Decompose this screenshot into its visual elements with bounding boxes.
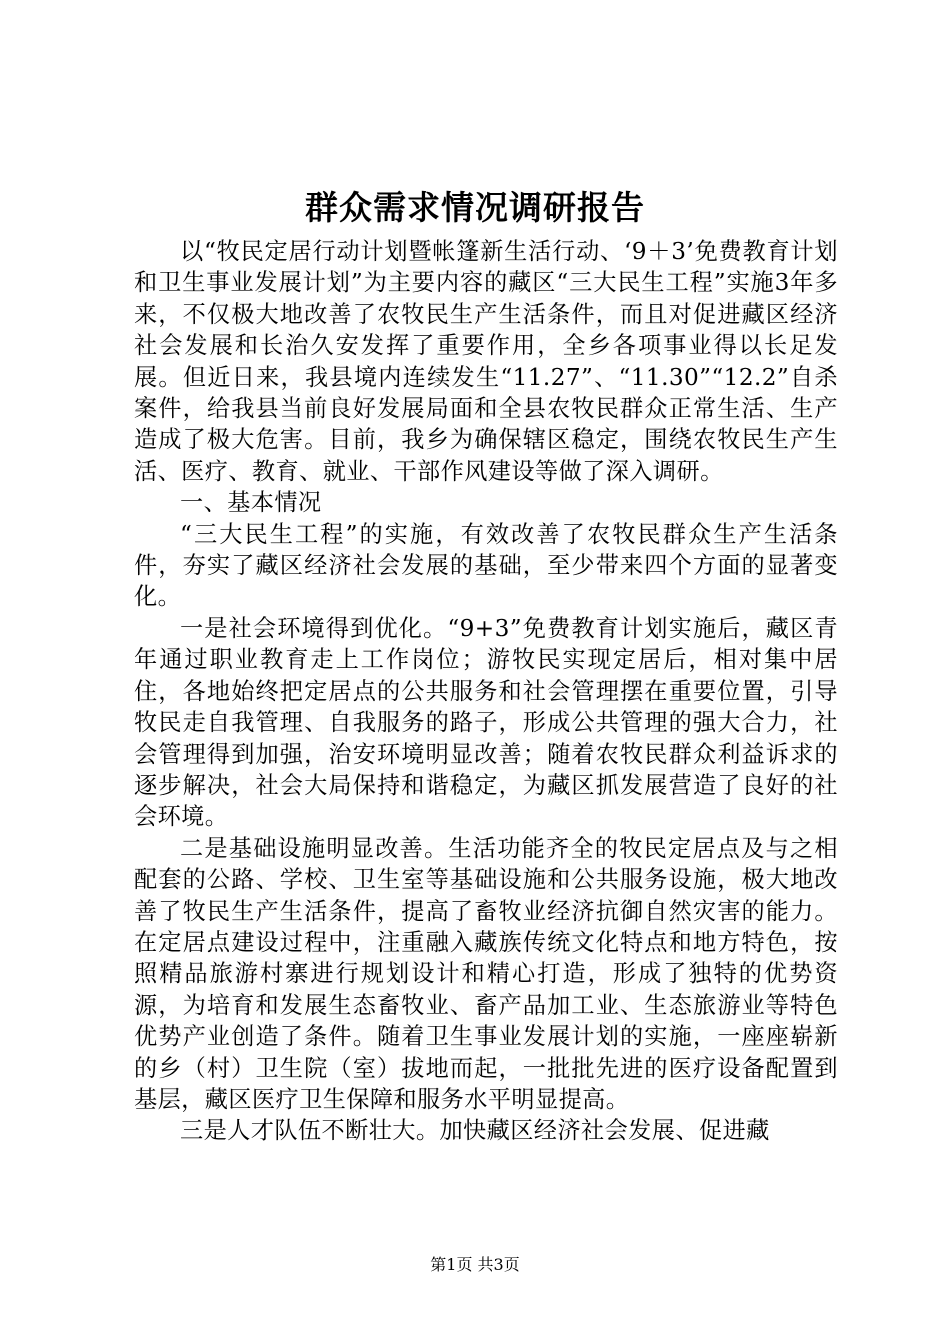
section-heading-basic-situation: 一、基本情况 — [180, 489, 322, 517]
page-number-footer: 第1页 共3页 — [430, 1255, 520, 1274]
document-title: 群众需求情况调研报告 — [305, 188, 645, 227]
document-body — [134, 236, 838, 1147]
paragraph-intro: 以“牧民定居行动计划暨帐篷新生活行动、‘9＋3’免费教育计划和卫生事业发展计划”为主要内容的藏区“三大民生工程”实施3年多来，不仅极大地改善了农牧民生产生活条件，而且对促进藏区经济社会发展和长治久安发挥了重要作用，全乡各项事业得以长足发展。但近日来，我县境内连续发生“11.27”、“11.30”“12.2”自杀案件，给我县当前良好发展局面和全县农牧民群众正常生活、生产造成了极大危害。目前，我乡为确保辖区稳定，围绕农牧民生产生活、医疗、教育、就业、干部作风建设等做了深入调研。 — [134, 238, 838, 485]
paragraph-social-environment: 一是社会环境得到优化。“9+3”免费教育计划实施后，藏区青年通过职业教育走上工作岗位；游牧民实现定居后，相对集中居住，各地始终把定居点的公共服务和社会管理摆在重要位置，引导牧民走自我管理、自我服务的路子，形成公共管理的强大合力，社会管理得到加强，治安环境明显改善；随着农牧民群众利益诉求的逐步解决，社会大局保持和谐稳定，为藏区抓发展营造了良好的社会环境。 — [134, 614, 838, 831]
paragraph-talent-team: 三是人才队伍不断壮大。加快藏区经济社会发展、促进藏 — [180, 1117, 770, 1145]
paragraph-overview: “三大民生工程”的实施，有效改善了农牧民群众生产生活条件，夯实了藏区经济社会发展的基础，至少带来四个方面的显著变化。 — [134, 520, 838, 611]
paragraph-infrastructure: 二是基础设施明显改善。生活功能齐全的牧民定居点及与之相配套的公路、学校、卫生室等基础设施和公共服务设施，极大地改善了牧民生产生活条件，提高了畜牧业经济抗御自然灾害的能力。在定居点建设过程中，注重融入藏族传统文化特点和地方特色，按照精品旅游村寨进行规划设计和精心打造，形成了独特的优势资源，为培育和发展生态畜牧业、畜产品加工业、生态旅游业等特色优势产业创造了条件。随着卫生事业发展计划的实施，一座座崭新的乡（村）卫生院（室）拔地而起，一批批先进的医疗设备配置到基层，藏区医疗卫生保障和服务水平明显提高。 — [134, 834, 838, 1113]
